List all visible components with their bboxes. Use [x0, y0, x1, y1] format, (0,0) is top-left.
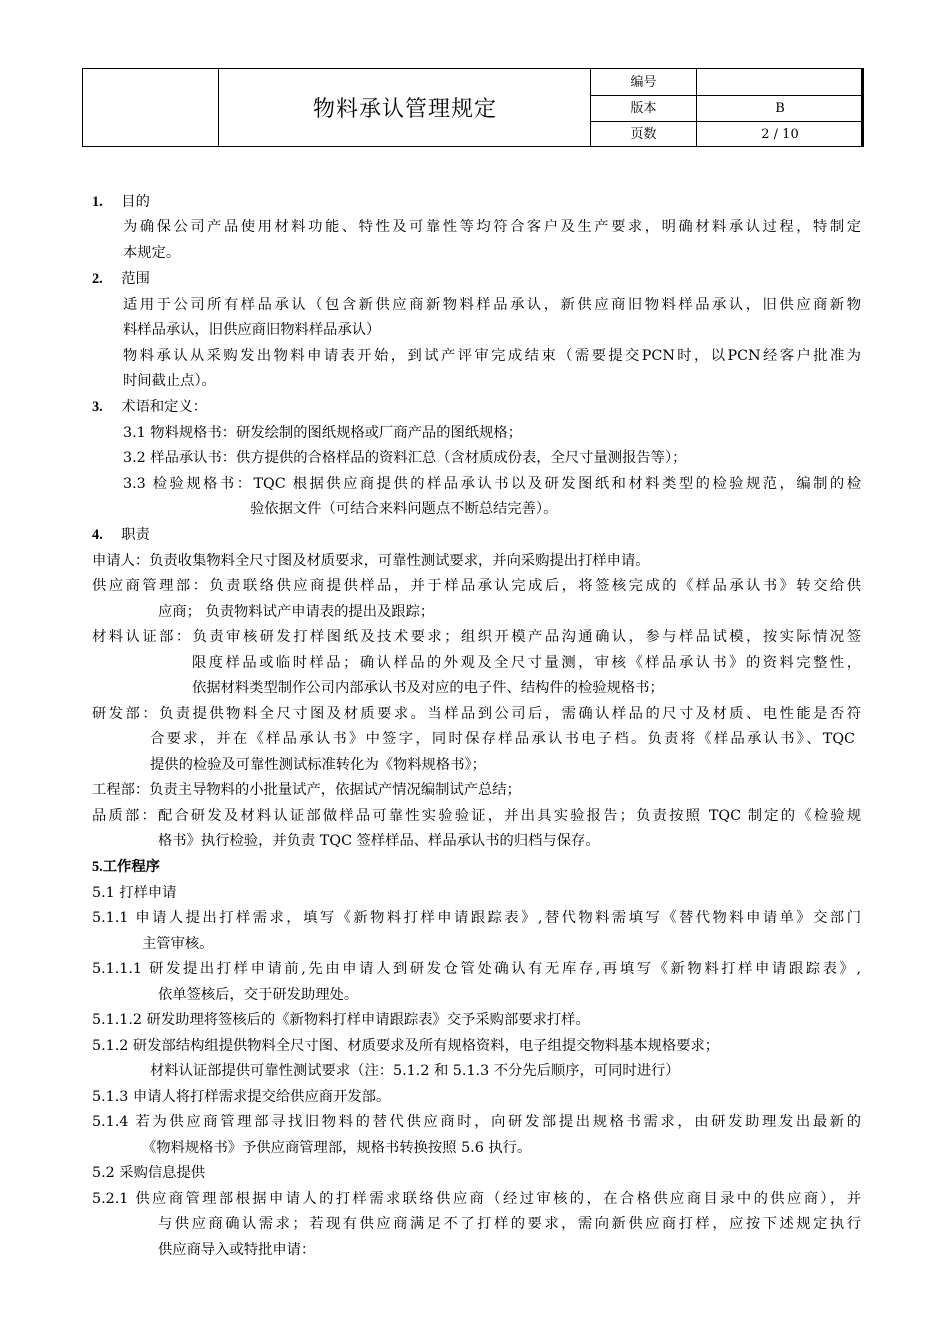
definition-line: 3.2 样品承认书：供方提供的合格样品的资料汇总（含材质成份表，全尺寸量测报告等）；	[123, 450, 687, 466]
procedure-line: 5.1.1.1 研发提出打样申请前,先由申请人到研发仓管处确认有无库存,再填写《新物料打样申请跟踪表》,	[92, 961, 861, 977]
responsibility-line: 合要求，并在《样品承认书》中签字，同时保存样品承认书电子档。负责将《样品承认书》、TQC	[150, 731, 855, 747]
responsibility-line: 品质部：配合研发及材料认证部做样品可靠性实验验证，并出具实验报告；负责按照 TQC 制定的《检验规	[92, 808, 861, 824]
section-number: 4.	[92, 527, 103, 543]
responsibility-line: 申请人：负责收集物料全尺寸图及材质要求，可靠性测试要求，并向采购提出打样申请。	[92, 553, 650, 569]
definition-line: 3.3 检验规格书：TQC 根据供应商提供的样品承认书以及研发图纸和材料类型的检验规范，编制的检	[123, 476, 861, 492]
page-count-value: 2 / 10	[761, 127, 799, 142]
procedure-line: 材料认证部提供可靠性测试要求（注：5.1.2 和 5.1.3 不分先后顺序，可同时进行）	[150, 1063, 680, 1079]
section-title: 职责	[121, 527, 150, 543]
responsibility-line: 工程部：负责主导物料的小批量试产，依据试产情况编制试产总结；	[92, 782, 521, 798]
paragraph-line: 物料承认从采购发出物料申请表开始，到试产评审完成结束（需要提交PCN时，以PCN经客户批准为	[123, 348, 861, 364]
procedure-line: 5.1.1 申请人提出打样需求，填写《新物料打样申请跟踪表》,替代物料需填写《替代物料申请单》交部门	[92, 910, 861, 926]
version-value: B	[775, 101, 785, 116]
definition-line: 3.1 物料规格书：研发绘制的图纸规格或厂商产品的图纸规格；	[123, 425, 522, 441]
responsibility-line: 供应商管理部：负责联络供应商提供样品，并于样品承认完成后，将签核完成的《样品承认书》转交给供	[92, 578, 861, 594]
page-count-label: 页数	[630, 127, 657, 142]
responsibility-line: 应商； 负责物料试产申请表的提出及跟踪；	[158, 604, 435, 620]
procedure-line: 5.1.4 若为供应商管理部寻找旧物料的替代供应商时，向研发部提出规格书需求，由研发助理发出最新的	[92, 1114, 861, 1130]
subsection-heading: 5.2 采购信息提供	[92, 1165, 206, 1181]
section-number: 5.	[92, 859, 103, 875]
paragraph-line: 本规定。	[123, 245, 181, 261]
section-title: 目的	[121, 194, 150, 210]
definition-line: 验依据文件（可结合来料问题点不断总结完善）。	[250, 501, 558, 517]
procedure-line: 《物料规格书》予供应商管理部，规格书转换按照 5.6 执行。	[142, 1140, 532, 1156]
section-5-heading	[92, 858, 160, 876]
document-title: 物料承认管理规定	[312, 97, 497, 122]
section-title: 工作程序	[102, 859, 160, 875]
section-number: 2.	[92, 271, 103, 287]
procedure-line: 供应商导入或特批申请：	[158, 1242, 316, 1258]
paragraph-line: 料样品承认，旧供应商旧物料样品承认）	[123, 322, 381, 338]
paragraph-line: 时间截止点）。	[123, 373, 216, 389]
procedure-line: 与供应商确认需求；若现有供应商满足不了打样的要求，需向新供应商打样，应按下述规定执行	[158, 1216, 861, 1232]
section-number: 3.	[92, 399, 103, 415]
version-label: 版本	[630, 101, 657, 116]
procedure-line: 5.1.2 研发部结构组提供物料全尺寸图、材质要求及所有规格资料，电子组提交物料基本规格要求；	[92, 1038, 720, 1054]
section-2-heading	[92, 270, 150, 288]
section-1-heading	[92, 193, 150, 211]
procedure-line: 主管审核。	[142, 936, 214, 952]
responsibility-line: 研发部：负责提供物料全尺寸图及材质要求。当样品到公司后，需确认样品的尺寸及材质、电性能是否符	[92, 706, 861, 722]
section-number: 1.	[92, 194, 103, 210]
paragraph-line: 适用于公司所有样品承认（包含新供应商新物料样品承认，新供应商旧物料样品承认，旧供应商新物	[123, 297, 861, 313]
procedure-line: 5.2.1 供应商管理部根据申请人的打样需求联络供应商（经过审核的，在合格供应商目录中的供应商），并	[92, 1191, 861, 1207]
subsection-heading: 5.1 打样申请	[92, 885, 177, 901]
doc-number-label: 编号	[630, 75, 657, 90]
procedure-line: 5.1.1.2 研发助理将签核后的《新物料打样申请跟踪表》交予采购部要求打样。	[92, 1012, 590, 1028]
section-3-heading	[92, 398, 207, 416]
responsibility-line: 材料认证部：负责审核研发打样图纸及技术要求；组织开模产品沟通确认，参与样品试模，按实际情况签	[92, 629, 861, 645]
responsibility-line: 提供的检验及可靠性测试标准转化为《物料规格书》；	[150, 757, 486, 773]
section-title: 范围	[121, 271, 150, 287]
procedure-line: 5.1.3 申请人将打样需求提交给供应商开发部。	[92, 1089, 391, 1105]
document-header-table	[82, 68, 862, 147]
section-4-heading	[92, 526, 150, 544]
responsibility-line: 依据材料类型制作公司内部承认书及对应的电子件、结构件的检验规格书；	[192, 680, 664, 696]
procedure-line: 依单签核后，交于研发助理处。	[158, 987, 359, 1003]
paragraph-line: 为确保公司产品使用材料功能、特性及可靠性等均符合客户及生产要求，明确材料承认过程，特制定	[123, 219, 861, 235]
responsibility-line: 格书》执行检验，并负责 TQC 签样样品、样品承认书的归档与保存。	[158, 833, 600, 849]
responsibility-line: 限度样品或临时样品；确认样品的外观及全尺寸量测，审核《样品承认书》的资料完整性，	[192, 655, 861, 671]
section-title: 术语和定义：	[121, 399, 208, 415]
